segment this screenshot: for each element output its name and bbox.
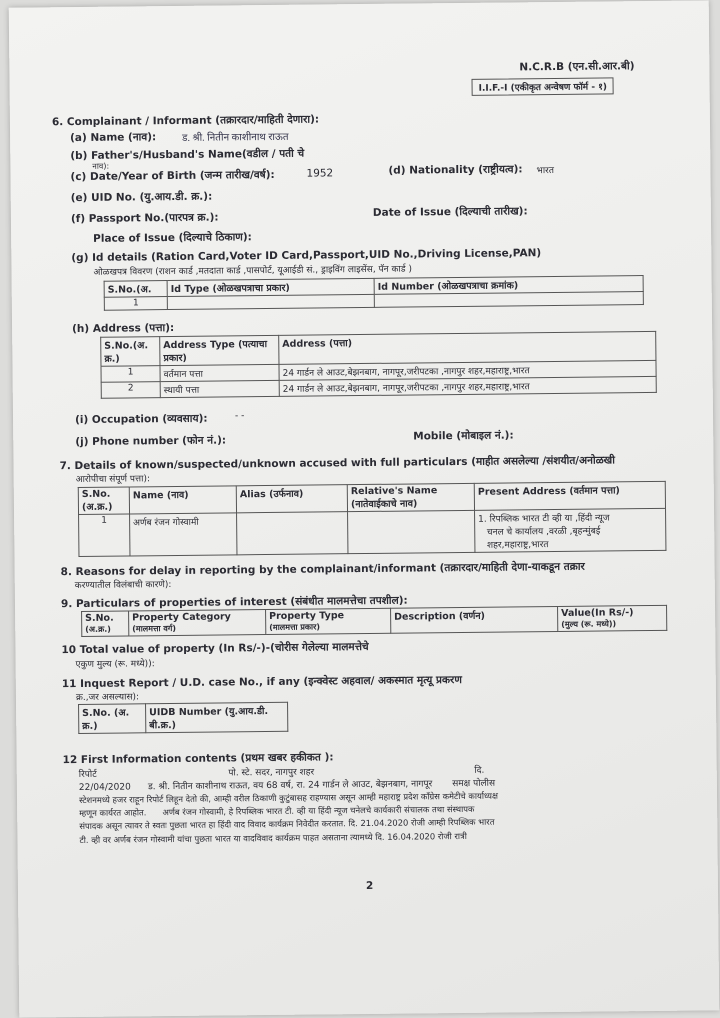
id-cell-type [167,294,374,309]
name-label: (a) Name (नाव): [70,131,157,145]
addr-cell-address: 24 गार्डन ले आउट,बेझनबाग, नागपूर,जरीपटका ,नागपुर शहर,महाराष्ट्र,भारत [279,376,656,396]
addr-cell-sno: 2 [101,382,160,399]
inq-col-uidb: UIDB Number (यु.आय.डी. बी.क्र.) [146,702,288,732]
prop-col-sno: S.No. (अ.क्र.) [82,611,129,636]
id-col-sno: S.No.(अ. [104,281,167,298]
section-10-title-cont: एकुण मुल्य (रू. मध्ये)): [75,659,155,671]
address-table [100,331,657,399]
addr-col-address: Address (पत्ता) [279,331,656,364]
section-9-title: 9. Particulars of properties of interest (संबंधीत मालमत्तेचा तपशील): [60,594,408,611]
acc-col-relative: Relative's Name (नातेवाईकाचे नाव) [347,483,474,511]
dob-value: 1952 [306,167,334,180]
id-details-table [104,275,644,311]
addr-cell-address: 24 गार्डन ले आउट,बेझनबाग, नागपूर,जरीपटका ,नागपुर शहर,महाराष्ट्र,भारत [279,360,656,380]
section-7-title-cont: आरोपीचा संपूर्ण पत्ता): [75,474,151,486]
mobile-label: Mobile (मोबाइल नं.): [413,429,514,443]
section-6-title: 6. Complainant / Informant (तक्रारदार/माहिती देणारा): [51,113,320,129]
fir-line-4: म्हणून कार्यरत आहोत. अर्णब रंजन गोस्वामी, हे रिपब्लिक भारत टी. व्ही या हिंदी न्यूज चनेलचे कार्यकारी संचालक तथा संस्थापक [79,803,475,818]
prop-col-category: Property Category (मालमत्ता वर्ग) [129,610,266,636]
name-value: ड. श्री. नितीन काशीनाथ राऊत [182,131,289,144]
prop-col-type: Property Type (मालमत्ता प्रकार) [266,608,391,634]
acc-col-address: Present Address (वर्तमान पत्ता) [474,481,665,510]
id-cell-sno: 1 [104,297,167,311]
accused-table [78,481,667,557]
dob-label: (c) Date/Year of Birth (जन्म तारीख/वर्ष): [70,168,275,184]
uid-label: (e) UID No. (यु.आय.डी. क्र.): [70,190,213,205]
iif-form-label: I.I.F.-I (एकीकृत अन्वेषण फॉर्म - १) [472,77,615,95]
acc-cell-alias [237,512,348,555]
occupation-label: (i) Occupation (व्यवसाय): [74,412,208,427]
section-8-title-cont: करण्यातील विलंबाची कारणे): [74,580,172,592]
ncrb-header: N.C.R.B (एन.सी.आर.बी) [519,60,635,74]
page-number: 2 [365,879,374,892]
passport-label: (f) Passport No.(पारपत्र क्र.): [70,211,219,226]
acc-col-sno: S.No. (अ.क्र.) [78,487,129,515]
father-name-label-cont: नाव): [92,161,110,171]
fir-line-5: संपादक असून त्यावर ते स्वतः पुछता भारत हा हिंदी वाद विवाद कार्यक्रम निवेदीत करतात. दि. 21.04.2020 रोजी आम्ही रिपब्लिक भारत [79,816,495,831]
nationality-label: (d) Nationality (राष्ट्रीयत्व): [388,163,523,177]
phone-label: (j) Phone number (फोन नं.): [75,434,227,449]
nationality-value: भारत [536,165,555,177]
fir-line-1: रिपोर्ट पो. स्टे. सदर, नागपुर शहर दि. [78,765,485,781]
document-page [9,0,720,1017]
section-7-title: 7. Details of known/suspected/unknown accused with full particulars (माहीत असलेल्या /संशयीत/अनोळखी [59,454,616,473]
prop-col-value: Value(In Rs/-) (मुल्य (रू. मध्ये)) [558,605,667,631]
id-details-title-mr: ओळखपत्र विवरण (राशन कार्ड ,मतदाता कार्ड ,पासपोर्ट, यूआईडी सं., ड्राइविंग लाइसेंस, पॅन कार्ड ) [93,264,412,278]
acc-col-alias: Alias (उर्फनाव) [236,485,347,513]
father-name-label: (b) Father's/Husband's Name(वडील / पती चे [70,147,305,163]
addr-col-type: Address Type (पत्याचा प्रकार) [160,335,279,365]
section-12-title: 12 First Information contents (प्रथम खबर हकीकत ): [62,751,334,767]
fir-line-3: स्टेशनमध्ये हजर राहून रिपोर्ट लिहून देतो की, आम्ही वरील ठिकाणी कुटुंबासह राहण्यास असून आम्ही महाराष्ट्र प्रदेश कॉंग्रेस कमेटीचे कार्याध्यक्ष [78,790,499,805]
acc-cell-address: 1. रिपब्लिक भारत टी व्ही या ,हिंदी न्यूज चनल चे कार्यालय ,वरळी ,बृहन्मुंबई शहर,महाराष्ट्र,भारत [475,508,666,552]
place-of-issue-label: Place of Issue (दिल्याचे ठिकाण): [93,231,252,245]
id-details-title: (g) Id details (Ration Card,Voter ID Card,Passport,UID No.,Driving License,PAN) [71,247,542,265]
acc-cell-sno: 1 [79,514,130,557]
section-11-title: 11 Inquest Report / U.D. case No., if any (इन्क्वेस्ट अहवाल/ अकस्मात मृत्यू प्रकरण [61,673,462,691]
section-8-title: 8. Reasons for delay in reporting by the complainant/informant (तक्रारदार/माहिती देणा-याकडून तक्रार [60,560,585,579]
inquest-table [78,702,288,734]
inq-col-sno: S.No. (अ. क्र.) [79,704,146,734]
fir-line-2: 22/04/2020 ड. श्री. नितीन काशीनाथ राऊत, वय 68 वर्ष, रा. 24 गार्डन ले आउट, बेझनबाग, नागपूर समक्ष पोलीस [78,778,496,794]
address-label: (h) Address (पत्ता): [72,321,175,336]
addr-col-sno: S.No.(अ. क्र.) [101,337,160,367]
addr-cell-type: स्थायी पत्ता [160,380,279,397]
id-col-number: Id Number (ओळखपत्राचा क्रमांक) [374,276,643,295]
acc-cell-relative [348,510,475,553]
date-of-issue-label: Date of Issue (दिल्याची तारीख): [372,205,528,219]
id-col-type: Id Type (ओळखपत्राचा प्रकार) [167,278,374,296]
section-10-title: 10 Total value of property (In Rs/-)-(चोरीस गेलेल्या मालमत्तेचे [61,640,369,657]
acc-cell-name: अर्णब रंजन गोस्वामी [130,513,237,556]
occupation-value: - - [234,411,245,422]
properties-table [81,605,667,637]
table-row [79,508,666,556]
fir-line-6: टी. व्ही वर अर्णब रंजन गोस्वामी यांचा पुछता भारत या वादविवाद कार्यक्रम पाहत असताना त्यामध्ये दि. 16.04.2020 रोजी रात्री [79,830,467,845]
id-cell-number [374,292,643,308]
addr-cell-sno: 1 [101,366,160,383]
acc-col-name: Name (नाव) [129,486,236,514]
section-11-title-cont: क्र.,जर असल्यास): [75,692,140,704]
addr-cell-type: वर्तमान पत्ता [160,364,279,381]
prop-col-description: Description (वर्णन) [391,606,558,633]
